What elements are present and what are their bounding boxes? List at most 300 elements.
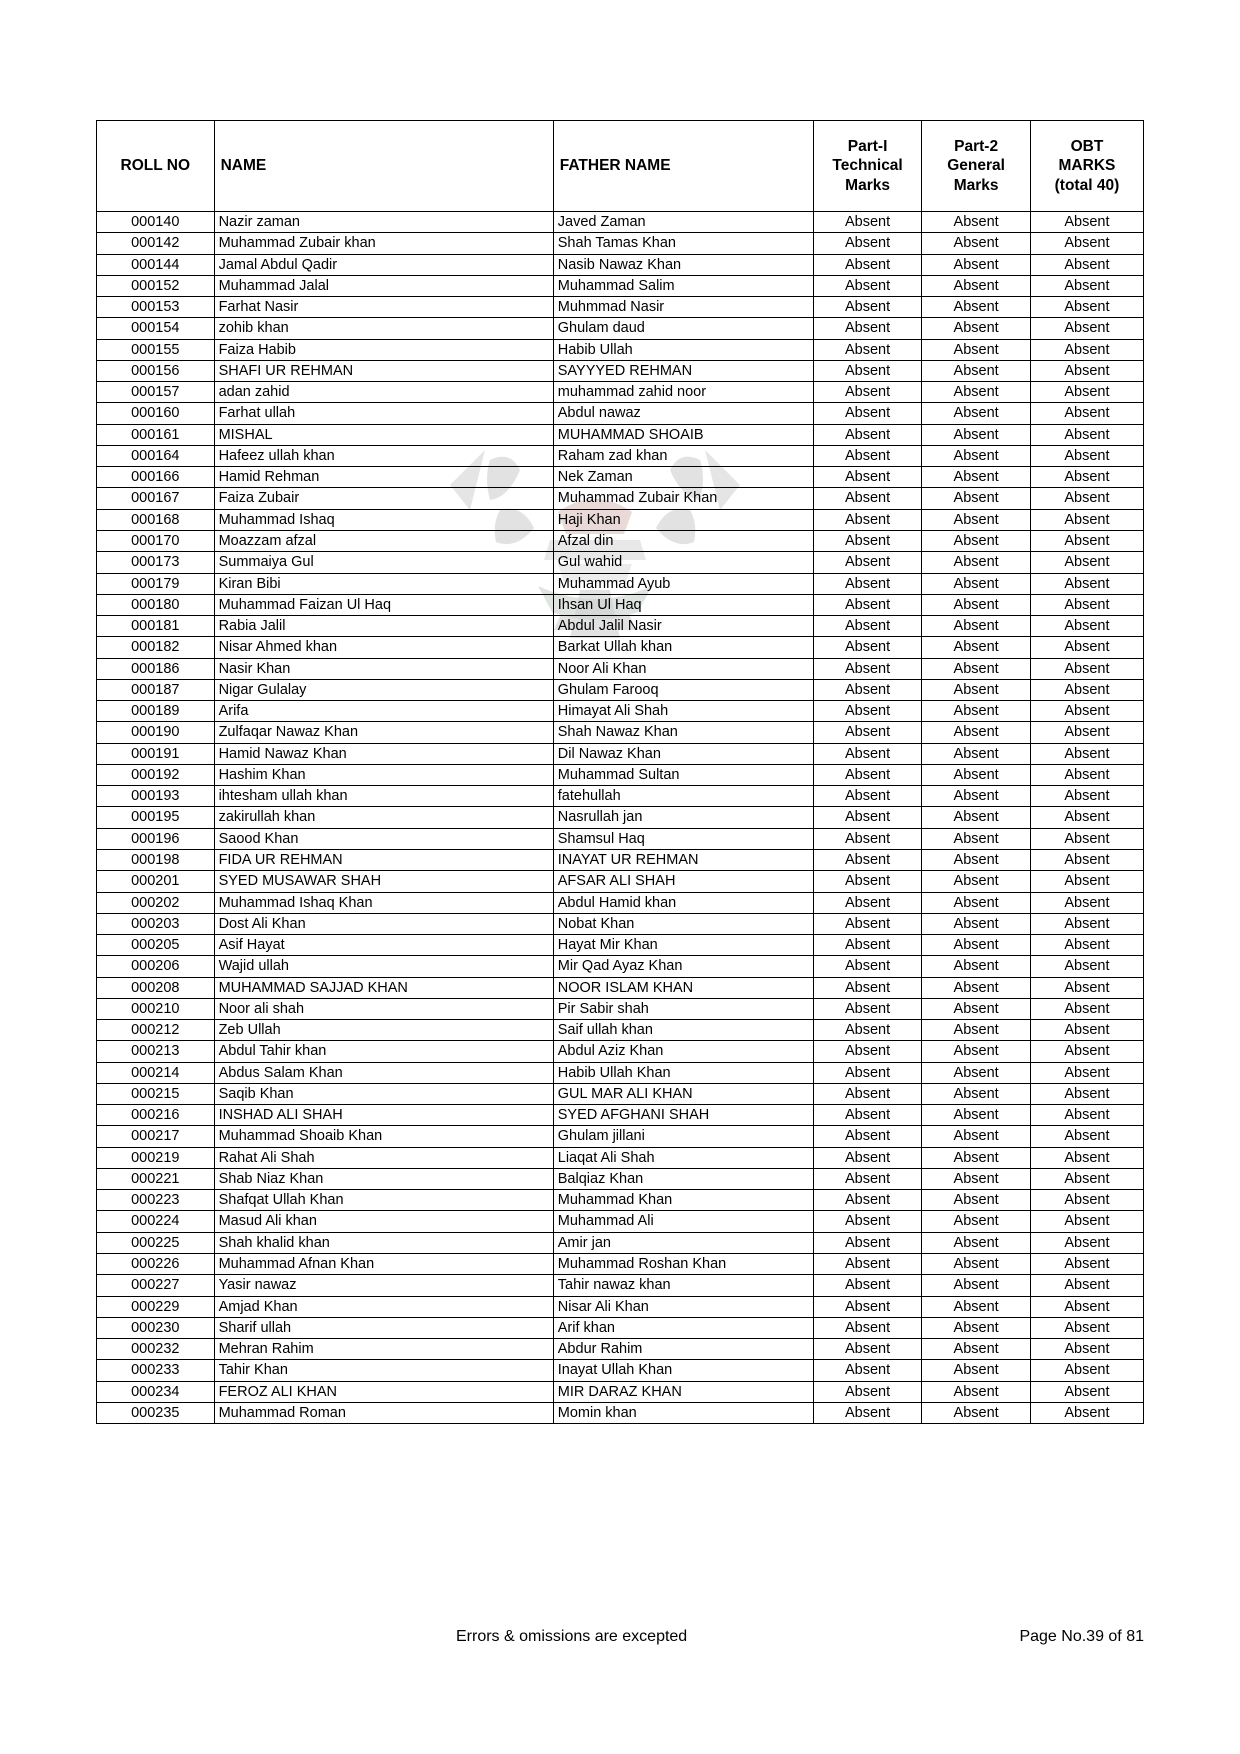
cell-part2-marks: Absent <box>922 424 1031 445</box>
cell-obtained-marks: Absent <box>1030 1402 1143 1423</box>
cell-obtained-marks: Absent <box>1030 1041 1143 1062</box>
cell-part1-marks: Absent <box>813 1083 922 1104</box>
cell-roll-no: 000226 <box>97 1254 215 1275</box>
cell-roll-no: 000164 <box>97 445 215 466</box>
cell-name: Muhammad Ishaq Khan <box>214 892 553 913</box>
cell-part1-marks: Absent <box>813 1041 922 1062</box>
cell-roll-no: 000160 <box>97 403 215 424</box>
obt-line-3: (total 40) <box>1054 176 1120 194</box>
table-row <box>97 1041 1144 1062</box>
cell-part1-marks: Absent <box>813 1020 922 1041</box>
cell-obtained-marks: Absent <box>1030 275 1143 296</box>
cell-father-name: SAYYYED REHMAN <box>553 360 813 381</box>
part1-line-2: Technical <box>832 157 903 175</box>
cell-obtained-marks: Absent <box>1030 1211 1143 1232</box>
cell-name: ihtesham ullah khan <box>214 786 553 807</box>
column-header-obtained-marks <box>1030 121 1143 212</box>
part2-line-3: Marks <box>953 176 999 194</box>
cell-roll-no: 000144 <box>97 254 215 275</box>
cell-father-name: Hayat Mir Khan <box>553 935 813 956</box>
cell-part2-marks: Absent <box>922 743 1031 764</box>
cell-part1-marks: Absent <box>813 998 922 1019</box>
table-row <box>97 530 1144 551</box>
cell-name: Shah khalid khan <box>214 1232 553 1253</box>
cell-obtained-marks: Absent <box>1030 360 1143 381</box>
cell-part2-marks: Absent <box>922 913 1031 934</box>
cell-name: SHAFI UR REHMAN <box>214 360 553 381</box>
cell-part2-marks: Absent <box>922 1275 1031 1296</box>
cell-name: Jamal Abdul Qadir <box>214 254 553 275</box>
cell-obtained-marks: Absent <box>1030 892 1143 913</box>
cell-roll-no: 000206 <box>97 956 215 977</box>
cell-name: zakirullah khan <box>214 807 553 828</box>
cell-part2-marks: Absent <box>922 254 1031 275</box>
cell-obtained-marks: Absent <box>1030 1317 1143 1338</box>
cell-part1-marks: Absent <box>813 1339 922 1360</box>
cell-roll-no: 000190 <box>97 722 215 743</box>
cell-part1-marks: Absent <box>813 701 922 722</box>
cell-part2-marks: Absent <box>922 637 1031 658</box>
cell-father-name: AFSAR ALI SHAH <box>553 871 813 892</box>
cell-father-name: SYED AFGHANI SHAH <box>553 1105 813 1126</box>
footer-note: Errors & omissions are excepted <box>456 1628 688 1645</box>
cell-part1-marks: Absent <box>813 1402 922 1423</box>
cell-obtained-marks: Absent <box>1030 849 1143 870</box>
cell-father-name: INAYAT UR REHMAN <box>553 849 813 870</box>
cell-name: Moazzam afzal <box>214 530 553 551</box>
cell-name: Farhat Nasir <box>214 297 553 318</box>
table-row <box>97 1275 1144 1296</box>
table-row <box>97 573 1144 594</box>
cell-obtained-marks: Absent <box>1030 786 1143 807</box>
cell-part2-marks: Absent <box>922 1126 1031 1147</box>
cell-father-name: Inayat Ullah Khan <box>553 1360 813 1381</box>
cell-name: Summaiya Gul <box>214 552 553 573</box>
table-row <box>97 275 1144 296</box>
cell-obtained-marks: Absent <box>1030 807 1143 828</box>
cell-name: Muhammad Faizan Ul Haq <box>214 594 553 615</box>
cell-part2-marks: Absent <box>922 488 1031 509</box>
cell-roll-no: 000154 <box>97 318 215 339</box>
cell-father-name: Mir Qad Ayaz Khan <box>553 956 813 977</box>
cell-roll-no: 000230 <box>97 1317 215 1338</box>
table-row <box>97 445 1144 466</box>
cell-name: Muhammad Roman <box>214 1402 553 1423</box>
cell-name: Hashim Khan <box>214 764 553 785</box>
table-row <box>97 701 1144 722</box>
cell-name: Nazir zaman <box>214 212 553 233</box>
cell-obtained-marks: Absent <box>1030 1020 1143 1041</box>
cell-name: Nisar Ahmed khan <box>214 637 553 658</box>
cell-father-name: MUHAMMAD SHOAIB <box>553 424 813 445</box>
cell-obtained-marks: Absent <box>1030 828 1143 849</box>
cell-part2-marks: Absent <box>922 594 1031 615</box>
table-row <box>97 467 1144 488</box>
cell-name: Shab Niaz Khan <box>214 1168 553 1189</box>
table-row <box>97 1126 1144 1147</box>
cell-part1-marks: Absent <box>813 1360 922 1381</box>
cell-part1-marks: Absent <box>813 722 922 743</box>
cell-roll-no: 000196 <box>97 828 215 849</box>
cell-name: Faiza Zubair <box>214 488 553 509</box>
cell-roll-no: 000186 <box>97 658 215 679</box>
cell-part1-marks: Absent <box>813 382 922 403</box>
part2-line-2: General <box>947 157 1005 175</box>
cell-obtained-marks: Absent <box>1030 552 1143 573</box>
cell-obtained-marks: Absent <box>1030 1126 1143 1147</box>
cell-part1-marks: Absent <box>813 254 922 275</box>
cell-father-name: Muhmmad Nasir <box>553 297 813 318</box>
cell-part1-marks: Absent <box>813 360 922 381</box>
cell-part2-marks: Absent <box>922 658 1031 679</box>
cell-part1-marks: Absent <box>813 424 922 445</box>
cell-obtained-marks: Absent <box>1030 871 1143 892</box>
cell-part1-marks: Absent <box>813 637 922 658</box>
table-row <box>97 424 1144 445</box>
page-footer <box>96 1628 1144 1646</box>
cell-obtained-marks: Absent <box>1030 1062 1143 1083</box>
cell-name: MUHAMMAD SAJJAD KHAN <box>214 977 553 998</box>
cell-roll-no: 000212 <box>97 1020 215 1041</box>
cell-part2-marks: Absent <box>922 1339 1031 1360</box>
cell-father-name: Abdul nawaz <box>553 403 813 424</box>
cell-father-name: Gul wahid <box>553 552 813 573</box>
cell-father-name: Barkat Ullah khan <box>553 637 813 658</box>
cell-part2-marks: Absent <box>922 998 1031 1019</box>
cell-part2-marks: Absent <box>922 233 1031 254</box>
cell-father-name: NOOR ISLAM KHAN <box>553 977 813 998</box>
obt-line-2: MARKS <box>1058 157 1116 175</box>
cell-part1-marks: Absent <box>813 1105 922 1126</box>
cell-part1-marks: Absent <box>813 679 922 700</box>
cell-obtained-marks: Absent <box>1030 1296 1143 1317</box>
table-row <box>97 594 1144 615</box>
cell-father-name: muhammad zahid noor <box>553 382 813 403</box>
cell-part2-marks: Absent <box>922 297 1031 318</box>
cell-part2-marks: Absent <box>922 1190 1031 1211</box>
cell-father-name: Muhammad Sultan <box>553 764 813 785</box>
cell-obtained-marks: Absent <box>1030 467 1143 488</box>
cell-father-name: Dil Nawaz Khan <box>553 743 813 764</box>
column-header-roll-no: ROLL NO <box>97 121 215 212</box>
cell-part1-marks: Absent <box>813 658 922 679</box>
cell-part2-marks: Absent <box>922 616 1031 637</box>
cell-father-name: Nek Zaman <box>553 467 813 488</box>
cell-part2-marks: Absent <box>922 956 1031 977</box>
cell-part1-marks: Absent <box>813 467 922 488</box>
cell-name: Noor ali shah <box>214 998 553 1019</box>
cell-roll-no: 000221 <box>97 1168 215 1189</box>
cell-part2-marks: Absent <box>922 701 1031 722</box>
cell-part2-marks: Absent <box>922 849 1031 870</box>
cell-roll-no: 000189 <box>97 701 215 722</box>
table-row <box>97 509 1144 530</box>
cell-roll-no: 000193 <box>97 786 215 807</box>
cell-obtained-marks: Absent <box>1030 1105 1143 1126</box>
cell-part2-marks: Absent <box>922 1254 1031 1275</box>
cell-roll-no: 000156 <box>97 360 215 381</box>
cell-father-name: Muhammad Ali <box>553 1211 813 1232</box>
cell-name: Muhammad Jalal <box>214 275 553 296</box>
cell-name: Faiza Habib <box>214 339 553 360</box>
cell-roll-no: 000179 <box>97 573 215 594</box>
cell-father-name: Raham zad khan <box>553 445 813 466</box>
cell-roll-no: 000170 <box>97 530 215 551</box>
cell-father-name: Nobat Khan <box>553 913 813 934</box>
table-row <box>97 807 1144 828</box>
table-row <box>97 977 1144 998</box>
column-header-part1-technical-marks <box>813 121 922 212</box>
table-row <box>97 1211 1144 1232</box>
cell-obtained-marks: Absent <box>1030 212 1143 233</box>
cell-part1-marks: Absent <box>813 786 922 807</box>
cell-roll-no: 000187 <box>97 679 215 700</box>
column-header-father-name: FATHER NAME <box>553 121 813 212</box>
cell-obtained-marks: Absent <box>1030 701 1143 722</box>
cell-part2-marks: Absent <box>922 1041 1031 1062</box>
cell-obtained-marks: Absent <box>1030 1275 1143 1296</box>
cell-part2-marks: Absent <box>922 573 1031 594</box>
cell-obtained-marks: Absent <box>1030 1254 1143 1275</box>
cell-roll-no: 000153 <box>97 297 215 318</box>
cell-part2-marks: Absent <box>922 1147 1031 1168</box>
cell-obtained-marks: Absent <box>1030 233 1143 254</box>
cell-name: Zulfaqar Nawaz Khan <box>214 722 553 743</box>
cell-part2-marks: Absent <box>922 339 1031 360</box>
cell-father-name: Shamsul Haq <box>553 828 813 849</box>
cell-part1-marks: Absent <box>813 339 922 360</box>
results-table <box>96 120 1144 1424</box>
cell-part1-marks: Absent <box>813 318 922 339</box>
table-row <box>97 743 1144 764</box>
cell-obtained-marks: Absent <box>1030 1381 1143 1402</box>
cell-roll-no: 000161 <box>97 424 215 445</box>
cell-obtained-marks: Absent <box>1030 1232 1143 1253</box>
cell-roll-no: 000191 <box>97 743 215 764</box>
cell-name: Hamid Nawaz Khan <box>214 743 553 764</box>
table-row <box>97 616 1144 637</box>
cell-part1-marks: Absent <box>813 573 922 594</box>
cell-father-name: Arif khan <box>553 1317 813 1338</box>
table-row <box>97 828 1144 849</box>
cell-part2-marks: Absent <box>922 382 1031 403</box>
cell-roll-no: 000157 <box>97 382 215 403</box>
cell-part2-marks: Absent <box>922 892 1031 913</box>
cell-name: Kiran Bibi <box>214 573 553 594</box>
cell-part1-marks: Absent <box>813 1168 922 1189</box>
cell-part2-marks: Absent <box>922 403 1031 424</box>
cell-obtained-marks: Absent <box>1030 509 1143 530</box>
cell-father-name: Abdur Rahim <box>553 1339 813 1360</box>
cell-part1-marks: Absent <box>813 297 922 318</box>
table-row <box>97 254 1144 275</box>
column-header-name: NAME <box>214 121 553 212</box>
table-row <box>97 658 1144 679</box>
cell-father-name: Balqiaz Khan <box>553 1168 813 1189</box>
table-row <box>97 1360 1144 1381</box>
cell-roll-no: 000227 <box>97 1275 215 1296</box>
cell-father-name: Abdul Hamid khan <box>553 892 813 913</box>
cell-part1-marks: Absent <box>813 913 922 934</box>
table-row <box>97 1168 1144 1189</box>
cell-father-name: Ihsan Ul Haq <box>553 594 813 615</box>
cell-name: Sharif ullah <box>214 1317 553 1338</box>
cell-father-name: Abdul Aziz Khan <box>553 1041 813 1062</box>
cell-obtained-marks: Absent <box>1030 956 1143 977</box>
table-row <box>97 1317 1144 1338</box>
table-row <box>97 1381 1144 1402</box>
cell-part2-marks: Absent <box>922 552 1031 573</box>
cell-father-name: Tahir nawaz khan <box>553 1275 813 1296</box>
cell-part1-marks: Absent <box>813 509 922 530</box>
cell-obtained-marks: Absent <box>1030 318 1143 339</box>
cell-part2-marks: Absent <box>922 1402 1031 1423</box>
cell-part2-marks: Absent <box>922 977 1031 998</box>
cell-obtained-marks: Absent <box>1030 764 1143 785</box>
cell-part1-marks: Absent <box>813 1275 922 1296</box>
cell-part2-marks: Absent <box>922 445 1031 466</box>
cell-father-name: Muhammad Salim <box>553 275 813 296</box>
cell-father-name: Himayat Ali Shah <box>553 701 813 722</box>
cell-name: Rahat Ali Shah <box>214 1147 553 1168</box>
cell-roll-no: 000217 <box>97 1126 215 1147</box>
cell-part1-marks: Absent <box>813 764 922 785</box>
table-row <box>97 403 1144 424</box>
table-row <box>97 849 1144 870</box>
table-row <box>97 552 1144 573</box>
cell-part1-marks: Absent <box>813 1062 922 1083</box>
cell-roll-no: 000167 <box>97 488 215 509</box>
cell-father-name: Ghulam jillani <box>553 1126 813 1147</box>
table-row <box>97 1083 1144 1104</box>
cell-part1-marks: Absent <box>813 233 922 254</box>
cell-father-name: GUL MAR ALI KHAN <box>553 1083 813 1104</box>
cell-part2-marks: Absent <box>922 1062 1031 1083</box>
cell-father-name: Shah Nawaz Khan <box>553 722 813 743</box>
cell-part1-marks: Absent <box>813 977 922 998</box>
cell-part2-marks: Absent <box>922 1296 1031 1317</box>
table-row <box>97 339 1144 360</box>
cell-name: Dost Ali Khan <box>214 913 553 934</box>
cell-obtained-marks: Absent <box>1030 573 1143 594</box>
cell-part1-marks: Absent <box>813 871 922 892</box>
cell-part2-marks: Absent <box>922 318 1031 339</box>
cell-part2-marks: Absent <box>922 828 1031 849</box>
cell-obtained-marks: Absent <box>1030 679 1143 700</box>
cell-name: Abdul Tahir khan <box>214 1041 553 1062</box>
cell-father-name: Abdul Jalil Nasir <box>553 616 813 637</box>
cell-obtained-marks: Absent <box>1030 297 1143 318</box>
cell-name: FEROZ ALI KHAN <box>214 1381 553 1402</box>
cell-part1-marks: Absent <box>813 1381 922 1402</box>
table-row <box>97 297 1144 318</box>
cell-part2-marks: Absent <box>922 1020 1031 1041</box>
cell-part2-marks: Absent <box>922 212 1031 233</box>
cell-obtained-marks: Absent <box>1030 616 1143 637</box>
cell-roll-no: 000234 <box>97 1381 215 1402</box>
cell-name: Tahir Khan <box>214 1360 553 1381</box>
cell-part1-marks: Absent <box>813 552 922 573</box>
cell-father-name: Saif ullah khan <box>553 1020 813 1041</box>
table-row <box>97 1105 1144 1126</box>
cell-part1-marks: Absent <box>813 1126 922 1147</box>
cell-father-name: Momin khan <box>553 1402 813 1423</box>
cell-roll-no: 000202 <box>97 892 215 913</box>
part1-line-1: Part-I <box>847 137 888 155</box>
cell-part2-marks: Absent <box>922 935 1031 956</box>
table-body <box>97 212 1144 1424</box>
table-row <box>97 488 1144 509</box>
cell-part1-marks: Absent <box>813 445 922 466</box>
cell-father-name: Habib Ullah Khan <box>553 1062 813 1083</box>
column-header-part2-general-marks <box>922 121 1031 212</box>
cell-part1-marks: Absent <box>813 212 922 233</box>
cell-part2-marks: Absent <box>922 764 1031 785</box>
cell-roll-no: 000214 <box>97 1062 215 1083</box>
cell-roll-no: 000233 <box>97 1360 215 1381</box>
cell-part1-marks: Absent <box>813 594 922 615</box>
cell-roll-no: 000208 <box>97 977 215 998</box>
cell-part2-marks: Absent <box>922 360 1031 381</box>
cell-roll-no: 000223 <box>97 1190 215 1211</box>
cell-part2-marks: Absent <box>922 807 1031 828</box>
cell-part1-marks: Absent <box>813 849 922 870</box>
cell-part1-marks: Absent <box>813 1147 922 1168</box>
cell-obtained-marks: Absent <box>1030 998 1143 1019</box>
cell-roll-no: 000201 <box>97 871 215 892</box>
cell-part1-marks: Absent <box>813 275 922 296</box>
part2-line-1: Part-2 <box>954 137 999 155</box>
table-header <box>97 121 1144 212</box>
cell-father-name: Muhammad Ayub <box>553 573 813 594</box>
cell-name: Saood Khan <box>214 828 553 849</box>
cell-name: Hafeez ullah khan <box>214 445 553 466</box>
cell-name: zohib khan <box>214 318 553 339</box>
cell-name: Muhammad Shoaib Khan <box>214 1126 553 1147</box>
cell-father-name: Noor Ali Khan <box>553 658 813 679</box>
cell-part1-marks: Absent <box>813 1254 922 1275</box>
cell-roll-no: 000155 <box>97 339 215 360</box>
cell-name: Nasir Khan <box>214 658 553 679</box>
footer-page-number: Page No.39 of 81 <box>1019 1628 1144 1645</box>
cell-obtained-marks: Absent <box>1030 445 1143 466</box>
cell-obtained-marks: Absent <box>1030 637 1143 658</box>
table-row <box>97 318 1144 339</box>
cell-name: adan zahid <box>214 382 553 403</box>
table-row <box>97 1339 1144 1360</box>
cell-roll-no: 000215 <box>97 1083 215 1104</box>
cell-roll-no: 000210 <box>97 998 215 1019</box>
cell-part2-marks: Absent <box>922 871 1031 892</box>
cell-name: Asif Hayat <box>214 935 553 956</box>
cell-part2-marks: Absent <box>922 275 1031 296</box>
cell-father-name: Ghulam Farooq <box>553 679 813 700</box>
cell-name: Nigar Gulalay <box>214 679 553 700</box>
table-row <box>97 913 1144 934</box>
cell-father-name: MIR DARAZ KHAN <box>553 1381 813 1402</box>
cell-father-name: Javed Zaman <box>553 212 813 233</box>
table-row <box>97 1402 1144 1423</box>
table-row <box>97 382 1144 403</box>
cell-father-name: Habib Ullah <box>553 339 813 360</box>
part1-line-3: Marks <box>845 176 890 194</box>
cell-part2-marks: Absent <box>922 530 1031 551</box>
cell-part1-marks: Absent <box>813 1296 922 1317</box>
cell-father-name: Pir Sabir shah <box>553 998 813 1019</box>
cell-obtained-marks: Absent <box>1030 1168 1143 1189</box>
table-row <box>97 212 1144 233</box>
cell-roll-no: 000229 <box>97 1296 215 1317</box>
